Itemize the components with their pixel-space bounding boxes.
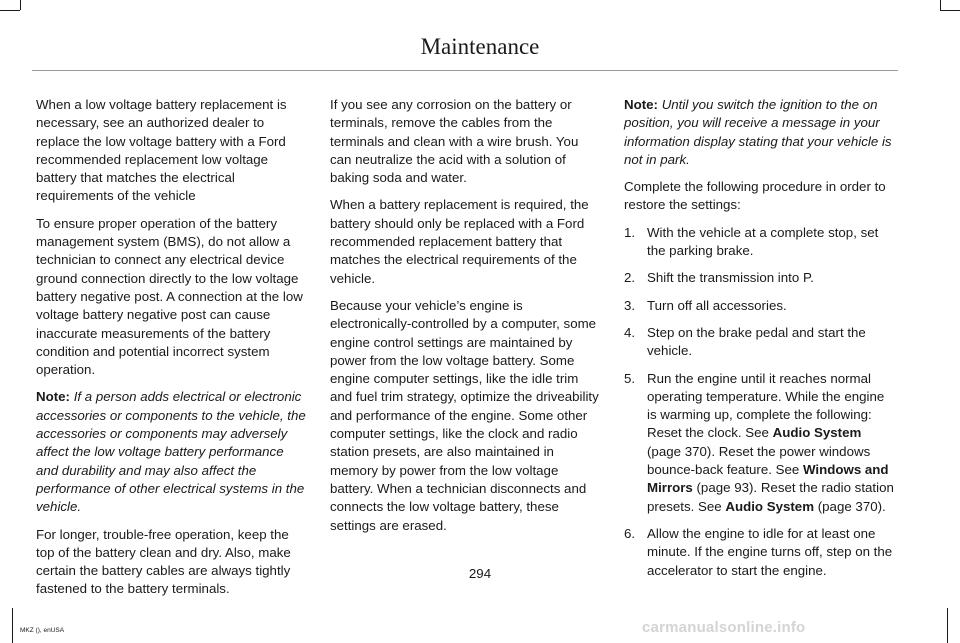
- note: [624, 96, 896, 169]
- paragraph: To ensure proper operation of the battery management system (BMS), do not allow a technician to connect any electrical device ground connection directly to the low voltage battery negative post. A connection at the low voltage battery negative post can cause inaccurate measurements of the battery condition and potential incorrect system operation.: [36, 215, 303, 378]
- paragraph: Complete the following procedure in order to restore the settings:: [624, 179, 886, 213]
- list-number: 2.: [624, 270, 636, 286]
- list-item: [624, 324, 896, 361]
- list-text: With the vehicle at a complete stop, set the parking brake.: [647, 224, 879, 259]
- paragraph: If you see any corrosion on the battery or terminals, remove the cables from the terminals and clean with a wire brush. You can neutralize the acid with a solution of baking soda and water.: [330, 97, 579, 186]
- text-column-1: [36, 96, 308, 608]
- list-item: [624, 297, 896, 315]
- list-number: 6.: [624, 525, 636, 541]
- text-column-3: [624, 96, 896, 589]
- note-label: Note:: [624, 97, 658, 112]
- header-divider: [32, 70, 898, 71]
- list-text: Allow the engine to idle for at least one minute. If the engine turns off, step on the accelerator to start the engine.: [647, 525, 893, 578]
- list-text: (page 93). Reset the radio station presets. See: [647, 480, 894, 514]
- note-label: Note:: [36, 389, 70, 405]
- cross-reference-link[interactable]: Audio System: [725, 498, 815, 514]
- paragraph: When a battery replacement is required, the battery should only be replaced with a Ford recommended replacement battery that matches the electrical requirements of the vehicle.: [330, 197, 589, 286]
- paragraph: For longer, trouble-free operation, keep the top of the battery clean and dry. Also, make certain the battery cables are always tightly fastened to the battery terminals.: [36, 526, 291, 597]
- paragraph: Because your vehicle’s engine is electronically-controlled by a computer, some engine control settings are maintained by power from the low voltage battery. Some engine computer settings, like the idle trim and fuel trim strategy, optimize the driveability and performance of the engine. Some other computer settings, like the clock and radio station presets, are also maintained in memory by power from the low voltage battery. When a technician disconnects and connects the low voltage battery, these settings are erased.: [330, 297, 599, 533]
- procedure-list: [624, 224, 896, 580]
- crop-mark-top-right-h: [940, 10, 960, 11]
- note: [36, 388, 308, 516]
- page-number: 294: [468, 566, 492, 581]
- cross-reference-link[interactable]: Windows and Mirrors: [647, 462, 889, 496]
- page-title: Maintenance: [420, 34, 540, 59]
- list-text: Step on the brake pedal and start the vehicle.: [647, 324, 866, 359]
- list-item: [624, 370, 896, 516]
- paragraph: When a low voltage battery replacement is necessary, see an authorized dealer to replace the low voltage battery with a Ford recommended replacement low voltage battery that matches the electrical requirements of the vehicle: [36, 97, 287, 204]
- list-text: Turn off all accessories.: [647, 297, 787, 313]
- list-text: Run the engine until it reaches normal operating temperature. While the engine is warming up, complete the following: Reset the clock. See: [647, 370, 885, 441]
- list-item: [624, 269, 896, 287]
- note-text: If a person adds electrical or electronic accessories or components to the vehicle, the accessories or components may adversely affect the low voltage battery performance and durability and may also affect the performance of other electrical systems in the vehicle.: [36, 389, 306, 515]
- list-text: (page 370).: [814, 498, 886, 514]
- crop-mark-top-right-v: [940, 0, 941, 10]
- crop-mark-bottom-right-v: [947, 608, 948, 643]
- text-column-2: [330, 96, 602, 544]
- document-id: MKZ (), enUSA: [20, 627, 65, 634]
- list-text: Shift the transmission into P.: [647, 270, 814, 286]
- list-number: 1.: [624, 224, 636, 240]
- note-text: Until you switch the ignition to the on position, you will receive a message in your information display stating that your vehicle is not in park.: [624, 97, 892, 167]
- watermark: carmanualsonline.info: [642, 619, 806, 636]
- list-number: 5.: [624, 370, 636, 386]
- list-number: 3.: [624, 297, 636, 313]
- crop-mark-top-left-h: [0, 10, 20, 11]
- list-item: [624, 224, 896, 261]
- list-text: (page 370). Reset the power windows bounce-back feature. See: [647, 443, 871, 478]
- list-number: 4.: [624, 324, 636, 340]
- crop-mark-top-left-v: [20, 0, 21, 10]
- crop-mark-bottom-left-v: [12, 608, 13, 643]
- cross-reference-link[interactable]: Audio System: [772, 425, 862, 441]
